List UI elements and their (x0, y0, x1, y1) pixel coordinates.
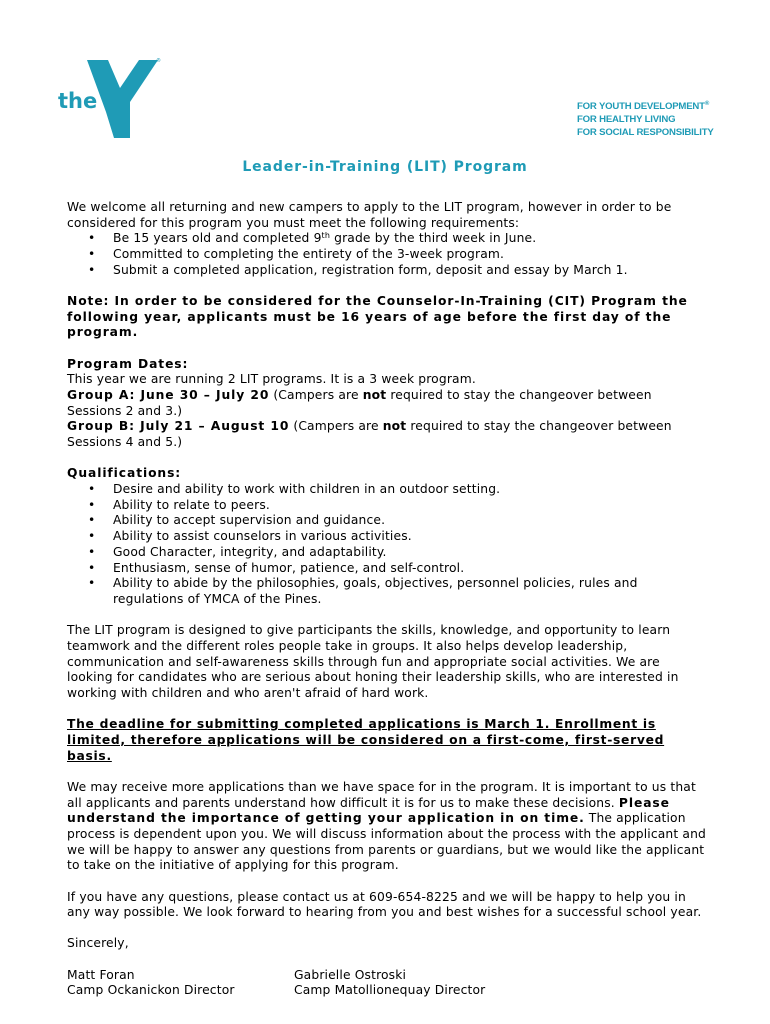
ymca-logo (56, 52, 166, 144)
ymca-tagline (577, 100, 757, 140)
tagline-line: FOR HEALTHY LIVING (577, 114, 676, 126)
contact-paragraph: If you have any questions, please contact us at 609-654-8225 and we will be happy to help you in any way possible. We look forward to hearing from you and best wishes for a successful school year. (67, 889, 702, 920)
intro-paragraph: We welcome all returning and new campers to apply to the LIT program, however in order to be considered for this program you must meet the following requirements: (67, 200, 672, 230)
tagline-line: FOR SOCIAL RESPONSIBILITY (577, 127, 714, 139)
list-item: • Ability to accept supervision and guidance. (67, 513, 707, 529)
signer-title: Camp Matollionequay Director (294, 983, 486, 998)
letter-body (67, 200, 707, 999)
logo-registered-mark: ® (156, 58, 161, 64)
program-dates-line: This year we are running 2 LIT programs. It is a 3 week program. (67, 372, 476, 387)
list-item: • Ability to relate to peers. (67, 498, 707, 514)
signer-name: Gabrielle Ostroski (294, 967, 407, 982)
signature (67, 968, 294, 999)
signer-title: Camp Ockanickon Director (67, 983, 235, 998)
list-item: • Ability to assist counselors in various activities. (67, 529, 707, 545)
program-dates-heading: Program Dates: (67, 356, 189, 371)
signature (294, 968, 521, 999)
list-item: • Submit a completed application, registration form, deposit and essay by March 1. (67, 263, 707, 279)
signer-name: Matt Foran (67, 967, 135, 982)
process-paragraph: We may receive more applications than we have space for in the program. It is important to us that all applicants and parents understand how difficult it is for us to make these decisions. Please understand the importance of getting your application in on time. The application process is dependent upon you. We will discuss information about the process with the applicant and we will be happy to answer any questions from parents or guardians, but we would like the applicant to take on the initiative of applying for this program. (67, 779, 706, 873)
logo-mark-text: YMCA (130, 113, 147, 134)
logo-y-mark (87, 60, 158, 138)
list-item: • Ability to abide by the philosophies, goals, objectives, personnel policies, rules and regulations of YMCA of the Pines. (67, 576, 707, 607)
tagline-line: FOR YOUTH DEVELOPMENT® (577, 101, 710, 112)
qualifications-heading: Qualifications: (67, 466, 182, 481)
list-item: • Enthusiasm, sense of humor, patience, and self-control. (67, 561, 707, 577)
list-item: • Committed to completing the entirety of the 3-week program. (67, 247, 707, 263)
list-item: • Good Character, integrity, and adaptability. (67, 545, 707, 561)
qualifications-list (67, 482, 707, 608)
cit-note: Note: In order to be considered for the Counselor-In-Training (CIT) Program the following year, applicants must be 16 years of age before the first day of the program. (67, 294, 688, 340)
group-a: Group A: June 30 – July 20 (Campers are not required to stay the changeover between Sessions 2 and 3.) (67, 388, 652, 418)
logo-text: the (58, 89, 98, 113)
list-item: • Be 15 years old and completed 9th grade by the third week in June. (67, 231, 707, 247)
deadline-notice: The deadline for submitting completed applications is March 1. Enrollment is limited, therefore applications will be considered on a first-come, first-served basis. (67, 717, 665, 763)
list-item: • Desire and ability to work with children in an outdoor setting. (67, 482, 707, 498)
description-paragraph: The LIT program is designed to give participants the skills, knowledge, and opportunity to learn teamwork and the different roles people take in groups. It also helps develop leadership, communication and self-awareness skills through fun and appropriate social activities. We are looking for candidates who are serious about honing their leadership skills, who are interested in working with children and who aren't afraid of hard work. (67, 623, 679, 700)
group-b: Group B: July 21 – August 10 (Campers are not required to stay the changeover between Sessions 4 and 5.) (67, 419, 672, 450)
page-title: Leader-in-Training (LIT) Program (242, 159, 528, 175)
closing: Sincerely, (67, 936, 129, 951)
signature-block (67, 968, 707, 999)
requirements-list (67, 231, 707, 278)
